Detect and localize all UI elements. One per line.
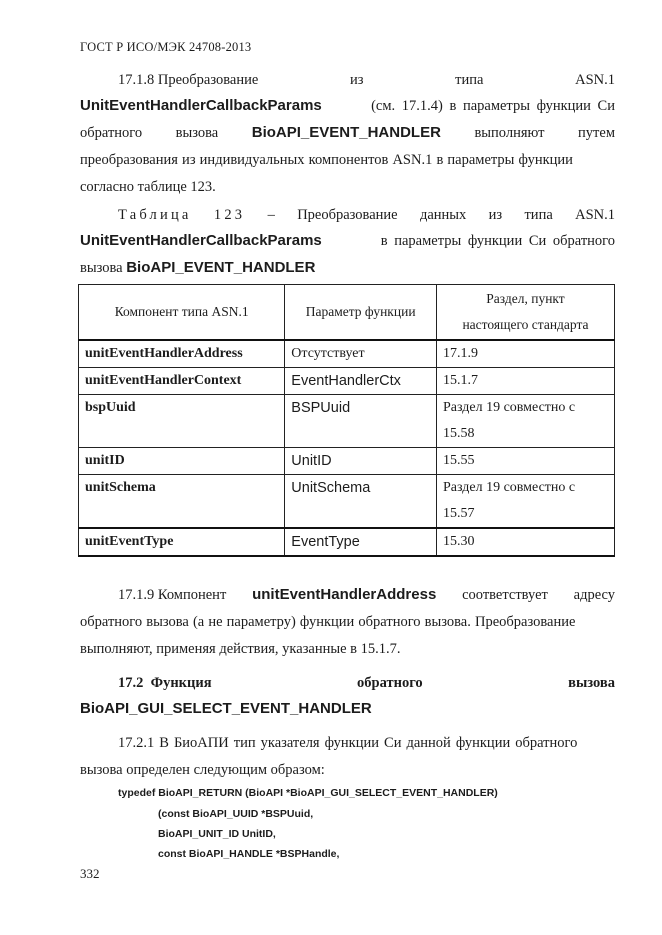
word: ASN.1 bbox=[575, 207, 615, 223]
cell-component: bspUuid bbox=[79, 394, 285, 447]
word: ASN.1 bbox=[575, 72, 615, 88]
section-number-and-word bbox=[118, 673, 212, 693]
word: вызова bbox=[175, 125, 219, 141]
mapping-table bbox=[78, 284, 615, 557]
header-section-line-1: Раздел, пункт bbox=[486, 290, 565, 306]
word: Функция bbox=[150, 675, 212, 691]
component-name: unitEventHandlerAddress bbox=[252, 586, 437, 603]
cell-section: 15.55 bbox=[436, 447, 614, 474]
paragraph-17-1-9-line-3: выполняют, применяя действия, указанные в 15.1.7. bbox=[80, 641, 401, 657]
paragraph-17-1-8-line-2 bbox=[80, 96, 615, 116]
page-number: 332 bbox=[80, 866, 100, 881]
header-section-line-2: настоящего стандарта bbox=[462, 316, 589, 332]
cell-parameter: EventHandlerCtx bbox=[285, 367, 437, 394]
section-heading-line-2 bbox=[80, 699, 615, 719]
cell-component: unitID bbox=[79, 447, 285, 474]
code-line: const BioAPI_HANDLE *BSPHandle, bbox=[158, 848, 340, 860]
cell-section bbox=[436, 394, 614, 447]
table-caption-line-1 bbox=[118, 205, 615, 225]
cell-component: unitEventHandlerAddress bbox=[79, 340, 285, 368]
word: выполняют bbox=[474, 125, 545, 141]
cell-section-line-2: 15.57 bbox=[442, 505, 475, 521]
table-caption-line-2 bbox=[80, 231, 615, 251]
cell-section: 17.1.9 bbox=[436, 340, 614, 368]
word: данных bbox=[419, 207, 467, 223]
paragraph-17-1-8-line-5: согласно таблице 123. bbox=[80, 179, 216, 195]
cell-component: unitSchema bbox=[79, 474, 285, 528]
cell-parameter: EventType bbox=[285, 528, 437, 556]
word: типа bbox=[455, 72, 484, 88]
header-section bbox=[436, 285, 614, 340]
paragraph-number: 17.1.8 Преобразование bbox=[118, 72, 259, 88]
table-row bbox=[79, 394, 615, 447]
caption-handler-type-name: BioAPI_EVENT_HANDLER bbox=[126, 259, 316, 276]
header-parameter: Параметр функции bbox=[285, 285, 437, 340]
cell-component: unitEventHandlerContext bbox=[79, 367, 285, 394]
code-line: typedef BioAPI_RETURN (BioAPI *BioAPI_GUI_SELECT_EVENT_HANDLER) bbox=[118, 787, 498, 799]
cell-section: 15.30 bbox=[436, 528, 614, 556]
table-caption-line-3 bbox=[80, 258, 615, 278]
word: путем bbox=[578, 125, 615, 141]
word: соответствует bbox=[462, 587, 548, 603]
text-run: в параметры функции Си обратного bbox=[380, 233, 615, 249]
table-row bbox=[79, 528, 615, 556]
code-line: (const BioAPI_UUID *BSPUuid, bbox=[158, 808, 314, 820]
paragraph-17-1-8-line-3 bbox=[80, 123, 615, 143]
section-number: 17.2 bbox=[118, 675, 144, 691]
paragraph-17-2-1-line-2: вызова определен следующим образом: bbox=[80, 762, 325, 778]
word: Преобразование bbox=[297, 207, 398, 223]
cell-section: 15.1.7 bbox=[436, 367, 614, 394]
cell-section-line-2: 15.58 bbox=[442, 425, 475, 441]
cell-parameter: UnitID bbox=[285, 447, 437, 474]
word: адресу bbox=[573, 587, 615, 603]
paragraph-17-1-9-line-1 bbox=[118, 585, 615, 605]
table-row bbox=[79, 340, 615, 368]
table-label: Таблица bbox=[118, 207, 192, 223]
table-row bbox=[79, 474, 615, 528]
header-component: Компонент типа ASN.1 bbox=[79, 285, 285, 340]
paragraph-17-1-8-line-1 bbox=[118, 70, 615, 90]
table-header-row bbox=[79, 285, 615, 340]
params-type-name: UnitEventHandlerCallbackParams bbox=[80, 97, 322, 114]
word: обратного bbox=[80, 125, 143, 141]
paragraph-17-2-1-line-1: 17.2.1 В БиоАПИ тип указателя функции Си данной функции обратного bbox=[118, 735, 578, 751]
code-line: BioAPI_UNIT_ID UnitID, bbox=[158, 828, 276, 840]
word: вызова bbox=[568, 675, 615, 691]
section-heading-line-1 bbox=[118, 673, 615, 693]
caption-params-type-name: UnitEventHandlerCallbackParams bbox=[80, 232, 322, 249]
cell-section-line-1: Раздел 19 совместно с bbox=[442, 479, 576, 495]
table-row bbox=[79, 447, 615, 474]
cell-section bbox=[436, 474, 614, 528]
text-run: (см. 17.1.4) в параметры функции Си bbox=[371, 98, 615, 114]
word: из bbox=[349, 72, 364, 88]
paragraph-number: 17.1.9 Компонент bbox=[118, 587, 227, 603]
paragraph-17-1-9-line-2: обратного вызова (а не параметру) функции обратного вызова. Преобразование bbox=[80, 614, 576, 630]
word: обратного bbox=[357, 675, 423, 691]
document-header: ГОСТ Р ИСО/МЭК 24708-2013 bbox=[80, 40, 252, 54]
section-function-name: BioAPI_GUI_SELECT_EVENT_HANDLER bbox=[80, 700, 372, 717]
word: типа bbox=[524, 207, 553, 223]
word: из bbox=[488, 207, 503, 223]
cell-parameter: UnitSchema bbox=[285, 474, 437, 528]
cell-parameter: Отсутствует bbox=[285, 340, 437, 368]
table-number: 123 bbox=[213, 207, 246, 223]
cell-component: unitEventType bbox=[79, 528, 285, 556]
cell-parameter: BSPUuid bbox=[285, 394, 437, 447]
cell-section-line-1: Раздел 19 совместно с bbox=[442, 399, 576, 415]
table-row bbox=[79, 367, 615, 394]
paragraph-17-1-8-line-4: преобразования из индивидуальных компонентов ASN.1 в параметры функции bbox=[80, 152, 573, 168]
handler-type-name: BioAPI_EVENT_HANDLER bbox=[251, 124, 441, 141]
word: вызова bbox=[80, 260, 123, 276]
dash: – bbox=[267, 207, 275, 223]
